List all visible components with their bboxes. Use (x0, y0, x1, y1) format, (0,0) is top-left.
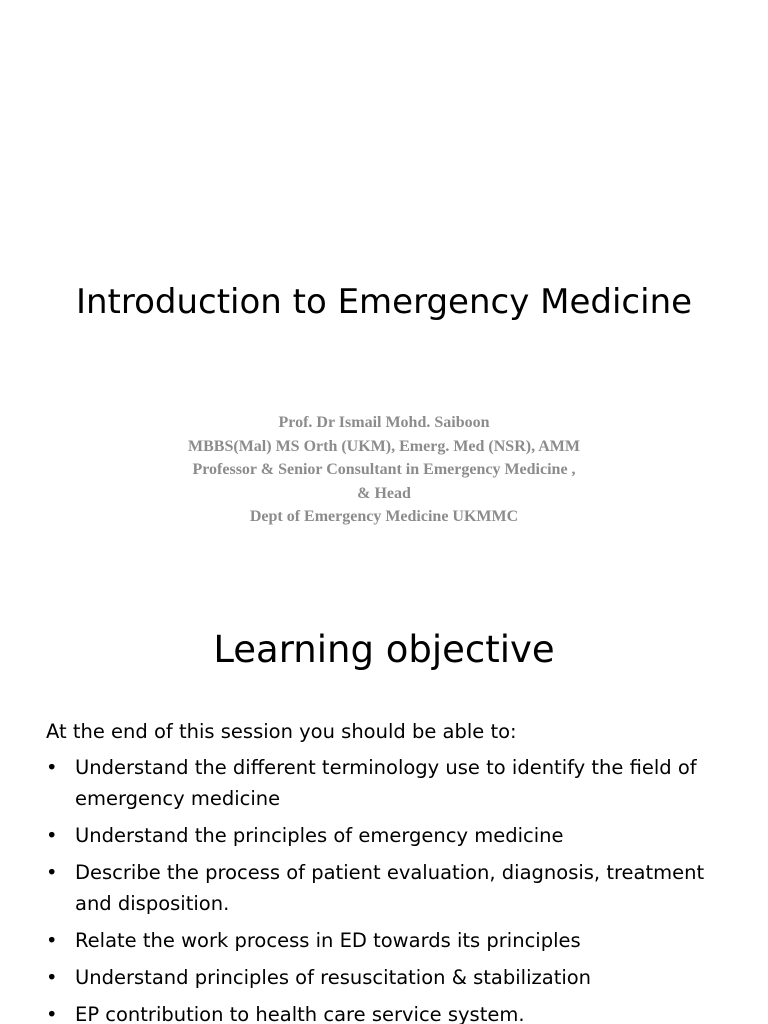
author-position: Professor & Senior Consultant in Emergency Medicine , (192, 461, 576, 478)
author-info (0, 411, 768, 529)
objective-text: Describe the process of patient evaluation, diagnosis, treatment and disposition. (75, 861, 705, 915)
list-item (46, 925, 746, 956)
bullet-icon: • (46, 756, 58, 779)
bullet-icon: • (46, 929, 58, 952)
bullet-icon: • (46, 1003, 58, 1024)
bullet-icon: • (46, 824, 58, 847)
objective-text: Understand the different terminology use to identify the field of emergency medicine (75, 756, 697, 810)
objectives-title: Learning objective (213, 628, 555, 671)
list-item (46, 752, 746, 814)
objectives-slide (0, 576, 768, 1024)
objective-text: Understand principles of resuscitation & stabilization (75, 966, 592, 989)
author-name: Prof. Dr Ismail Mohd. Saiboon (278, 414, 490, 431)
objectives-intro: At the end of this session you should be able to: (46, 720, 517, 743)
list-item (46, 820, 746, 851)
objective-text: Understand the principles of emergency medicine (75, 824, 564, 847)
bullet-icon: • (46, 966, 58, 989)
list-item (46, 857, 746, 919)
objectives-list (46, 752, 746, 1024)
author-qualifications: MBBS(Mal) MS Orth (UKM), Emerg. Med (NSR), AMM (188, 437, 580, 455)
bullet-icon: • (46, 861, 58, 884)
objective-text: EP contribution to health care service system. (75, 1003, 525, 1024)
author-department: Dept of Emergency Medicine UKMMC (249, 508, 519, 525)
objective-text: Relate the work process in ED towards its principles (75, 929, 581, 952)
list-item (46, 999, 746, 1024)
author-role: & Head (357, 484, 411, 502)
list-item (46, 962, 746, 993)
presentation-title: Introduction to Emergency Medicine (75, 282, 693, 322)
